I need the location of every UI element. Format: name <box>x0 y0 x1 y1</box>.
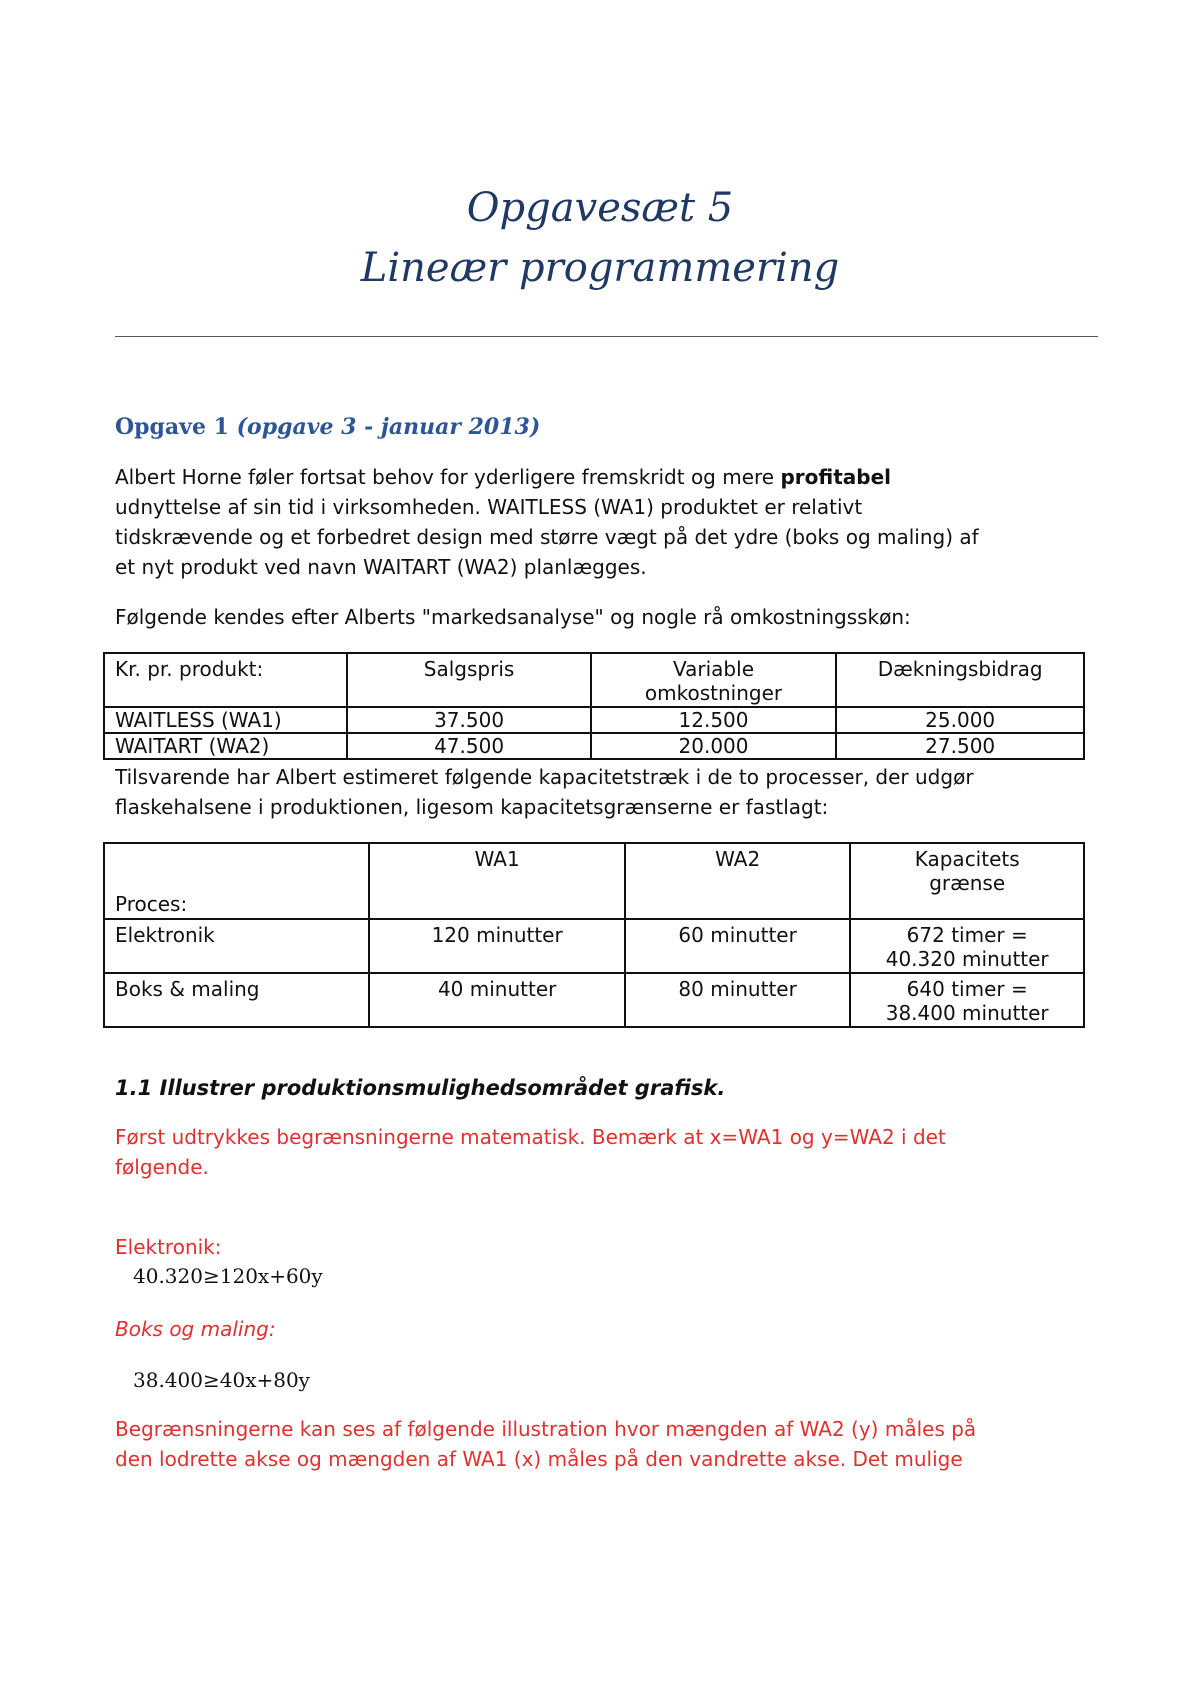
capacity-table <box>103 842 1085 1028</box>
table-row <box>104 707 1084 733</box>
elektronik-equation: 40.320≥120x+60y <box>133 1264 323 1288</box>
header-cell: Dækningsbidrag <box>836 653 1084 707</box>
page-title-line1: Opgavesæt 5 <box>466 185 734 231</box>
page-title-line2: Lineær programmering <box>360 245 840 291</box>
header-kap-line1: Kapacitets <box>914 847 1020 871</box>
opgave1-label: Opgave 1 <box>115 414 229 440</box>
kap-line2: 40.320 minutter <box>885 947 1049 971</box>
capacity-line-1: Tilsvarende har Albert estimeret følgende kapacitetstræk i de to processer, der udgør <box>115 765 974 789</box>
table-cell <box>850 919 1084 973</box>
table-cell: 25.000 <box>836 707 1084 733</box>
table-cell: 12.500 <box>591 707 837 733</box>
header-cell <box>850 843 1084 919</box>
header-kap-line2: grænse <box>929 871 1006 895</box>
table-cell: 20.000 <box>591 733 837 759</box>
known-text: Følgende kendes efter Alberts "markedsanalyse" og nogle rå omkostningsskøn: <box>115 605 911 629</box>
header-cell: Kr. pr. produkt: <box>104 653 347 707</box>
price-table-header <box>104 653 1084 707</box>
table-row <box>104 973 1084 1027</box>
opgave1-heading <box>115 414 540 440</box>
header-cell: Salgspris <box>347 653 590 707</box>
table-cell: 40 minutter <box>369 973 624 1027</box>
table-cell: 80 minutter <box>625 973 851 1027</box>
header-cell: Proces: <box>104 843 369 919</box>
kap-line1: 640 timer = <box>906 977 1028 1001</box>
table-cell: Boks & maling <box>104 973 369 1027</box>
table-cell: 60 minutter <box>625 919 851 973</box>
intro-bold-word: profitabel <box>780 465 892 489</box>
intro-line-2: udnyttelse af sin tid i virksomheden. WAITLESS (WA1) produktet er relativt <box>115 495 863 519</box>
table-cell: WAITLESS (WA1) <box>104 707 347 733</box>
answer-line-1: Først udtrykkes begrænsningerne matematisk. Bemærk at x=WA1 og y=WA2 i det <box>115 1125 946 1149</box>
capacity-line-2: flaskehalsene i produktionen, ligesom kapacitetsgrænserne er fastlagt: <box>115 795 829 819</box>
answer-line-2: følgende. <box>115 1155 209 1179</box>
final-line-2: den lodrette akse og mængden af WA1 (x) måles på den vandrette akse. Det mulige <box>115 1447 963 1471</box>
table-cell <box>850 973 1084 1027</box>
section-1-1-heading: 1.1 Illustrer produktionsmulighedsområdet grafisk. <box>115 1076 726 1100</box>
intro-line-4: et nyt produkt ved navn WAITART (WA2) planlægges. <box>115 555 647 579</box>
table-cell: WAITART (WA2) <box>104 733 347 759</box>
price-table <box>103 652 1085 760</box>
kap-line1: 672 timer = <box>906 923 1028 947</box>
title-divider <box>115 336 1098 337</box>
opgave1-source: (opgave 3 - januar 2013) <box>236 414 541 440</box>
table-cell: Elektronik <box>104 919 369 973</box>
header-cell: WA2 <box>625 843 851 919</box>
intro-line-3: tidskrævende og et forbedret design med større vægt på det ydre (boks og maling) af <box>115 525 979 549</box>
header-cell: WA1 <box>369 843 624 919</box>
final-line-1: Begrænsningerne kan ses af følgende illustration hvor mængden af WA2 (y) måles på <box>115 1417 977 1441</box>
boks-label: Boks og maling: <box>115 1317 276 1341</box>
header-var-line1: Variable <box>673 657 754 681</box>
table-cell: 120 minutter <box>369 919 624 973</box>
table-row <box>104 733 1084 759</box>
table-cell: 37.500 <box>347 707 590 733</box>
header-var-line2: omkostninger <box>644 681 783 705</box>
table-cell: 27.500 <box>836 733 1084 759</box>
kap-line2: 38.400 minutter <box>885 1001 1049 1025</box>
table-row <box>104 919 1084 973</box>
elektronik-label: Elektronik: <box>115 1235 222 1259</box>
intro-text: Albert Horne føler fortsat behov for yderligere fremskridt og mere <box>115 465 775 489</box>
table-cell: 47.500 <box>347 733 590 759</box>
header-cell <box>591 653 837 707</box>
intro-line-1 <box>115 462 891 492</box>
boks-equation: 38.400≥40x+80y <box>133 1368 310 1392</box>
capacity-table-header <box>104 843 1084 919</box>
